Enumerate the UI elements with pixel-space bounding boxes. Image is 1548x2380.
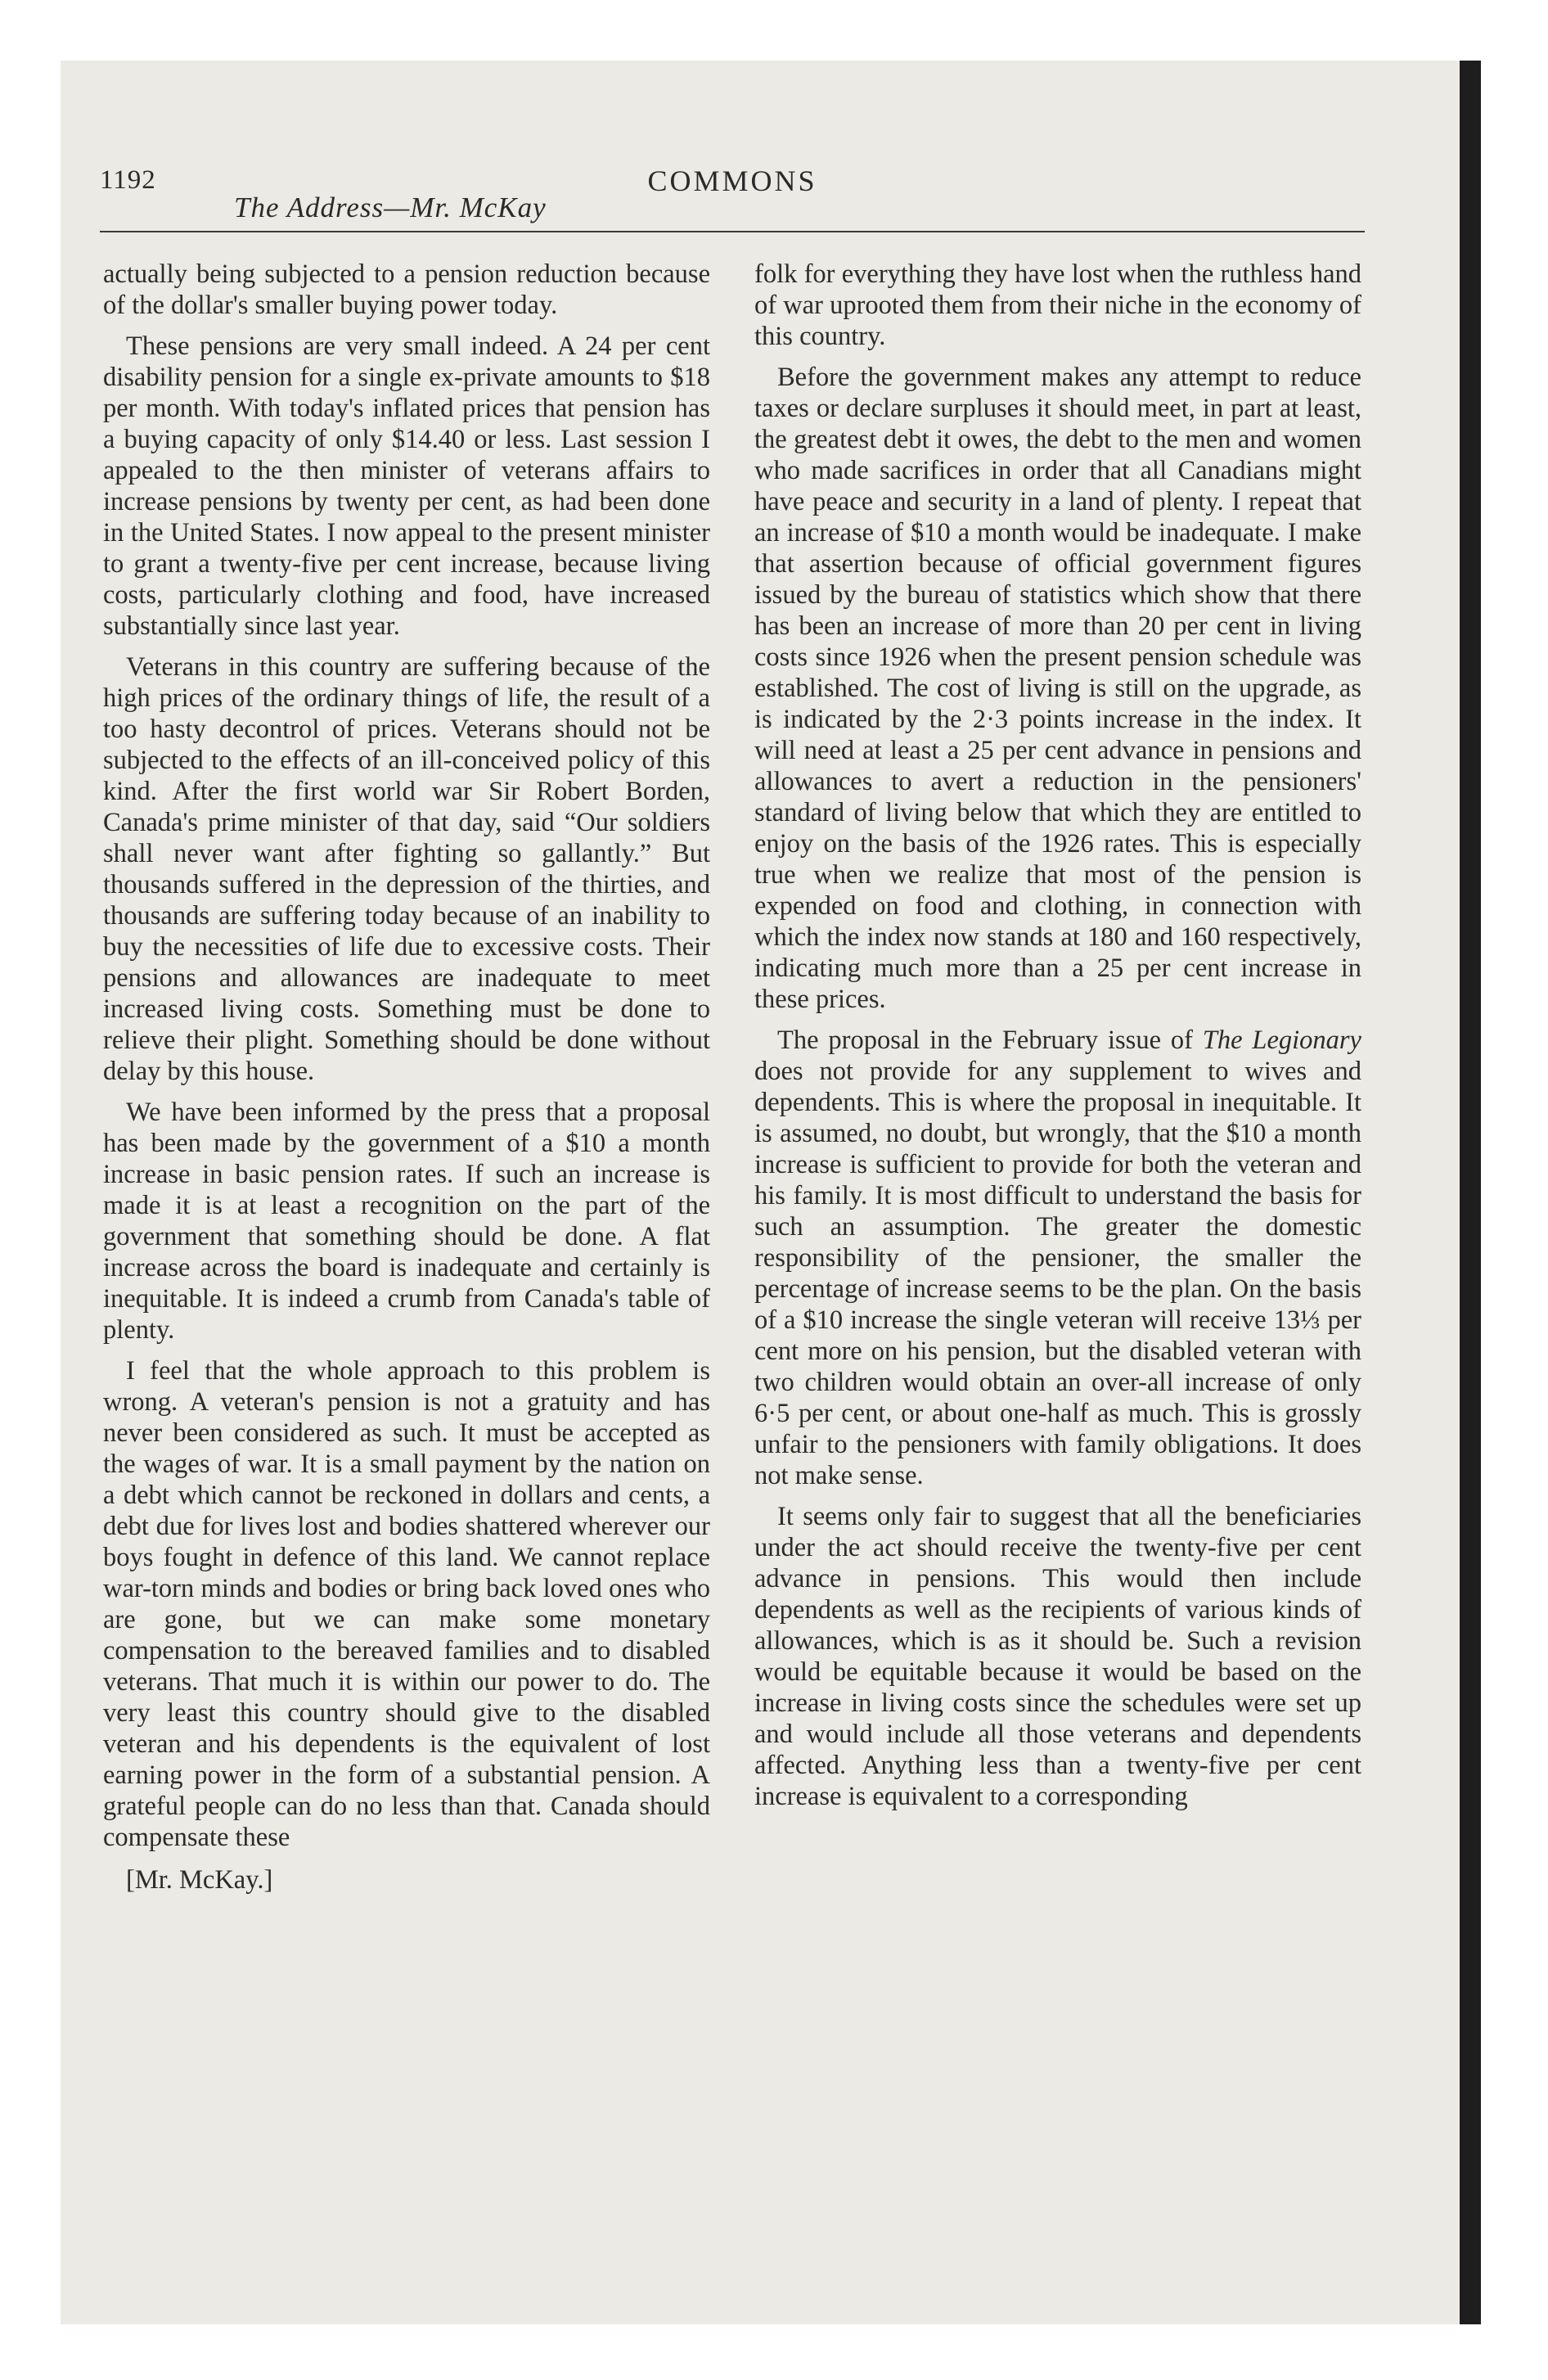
paragraph: I feel that the whole approach to this problem is wrong. A veteran's pension is not a gratuity and has never been considered as such. It must be accepted as the wages of war. It is a small payment by the nation on a debt which cannot be reckoned in dollars and cents, a debt due for lives lost and bodies shattered wherever our boys fought in defence of this land. We cannot replace war-torn minds and bodies or bring back loved ones who are gone, but we can make some monetary compensation to the bereaved families and to disabled veterans. That much it is within our power to do. The very least this country should give to the disabled veteran and his dependents is the equivalent of lost earning power in the form of a substantial pension. A grateful people can do no less than that. Canada should compensate these [103, 1356, 710, 1852]
section-title: COMMONS [647, 165, 817, 197]
header-rule [100, 231, 1365, 232]
paragraph: Before the government makes any attempt to reduce taxes or declare surpluses it should meet, in part at least, the greatest debt it owes, the debt to the men and women who made sacrifices in order that all Canadians might have peace and security in a land of plenty. I repeat that an increase of $10 a month would be inadequate. I make that assertion because of official government figures issued by the bureau of statistics which show that there has been an increase of more than 20 per cent in living costs since 1926 when the present pension schedule was established. The cost of living is still on the upgrade, as is indicated by the 2·3 points increase in the index. It will need at least a 25 per cent advance in pensions and allowances to avert a reduction in the pensioners' standard of living below that which they are entitled to enjoy on the basis of the 1926 rates. This is especially true when we realize that most of the pension is expended on food and clothing, in connection with which the index now stands at 180 and 160 respectively, indicating much more than a 25 per cent increase in these prices. [754, 363, 1361, 1014]
paragraph: Veterans in this country are suffering because of the high prices of the ordinary things of life, the result of a too hasty decontrol of prices. Veterans should not be subjected to the effects of an ill-conceived policy of this kind. After the first world war Sir Robert Borden, Canada's prime minister of that day, said “Our soldiers shall never want after fighting so gallantly.” But thousands suffered in the depression of the thirties, and thousands are suffering today because of an inability to buy the necessities of life due to excessive costs. Their pensions and allowances are inadequate to meet increased living costs. Something must be done to relieve their plight. Something should be done without delay by this house. [103, 652, 710, 1086]
publication-title: The Legionary [1202, 1025, 1361, 1055]
paragraph: actually being subjected to a pension reduction because of the dollar's smaller buying power today. [103, 259, 710, 320]
paragraph-legionary [754, 1025, 1361, 1491]
binding-edge [1460, 61, 1481, 2324]
right-column [754, 259, 1361, 1822]
page-header [100, 156, 1365, 234]
paragraph-rest: does not provide for any supplement to wives and dependents. This is where the proposal in inequitable. It is assumed, no doubt, but wrongly, that the $10 a month increase is sufficient to provide for both the veteran and his family. It is most difficult to understand the basis for such an assumption. The greater the domestic responsibility of the pensioner, the smaller the percentage of increase seems to be the plan. On the basis of a $10 increase the single veteran will receive 13⅓ per cent more on his pension, but the disabled veteran with two children would obtain an over-all increase of only 6·5 per cent, or about one-half as much. This is grossly unfair to the pensioners with family obligations. It does not make sense. [754, 1057, 1361, 1490]
paragraph: folk for everything they have lost when the ruthless hand of war uprooted them from their niche in the economy of this country. [754, 259, 1361, 351]
paragraph: It seems only fair to suggest that all the beneficiaries under the act should receive the twenty-five per cent advance in pensions. This would then include dependents as well as the recipients of various kinds of allowances, which is as it should be. Such a revision would be equitable because it would be based on the increase in living costs since the schedules were set up and would include all those veterans and dependents affected. Anything less than a twenty-five per cent increase is equivalent to a corresponding [754, 1502, 1361, 1811]
paragraph-lead: The proposal in the February issue of [777, 1025, 1203, 1055]
running-head: The Address—Mr. McKay [234, 192, 547, 223]
page-number: 1192 [100, 165, 156, 195]
paragraph: We have been informed by the press that a proposal has been made by the government of a $10 a month increase in basic pension rates. If such an increase is made it is at least a recognition on the part of the government that something should be done. A flat increase across the board is inadequate and certainly is inequitable. It is indeed a crumb from Canada's table of plenty. [103, 1098, 710, 1345]
paragraph: These pensions are very small indeed. A 24 per cent disability pension for a single ex-private amounts to $18 per month. With today's inflated prices that pension has a buying capacity of only $14.40 or less. Last session I appealed to the then minister of veterans affairs to increase pensions by twenty per cent, as had been done in the United States. I now appeal to the present minister to grant a twenty-five per cent increase, because living costs, particularly clothing and food, have increased substantially since last year. [103, 331, 710, 641]
speaker-signoff: [Mr. McKay.] [126, 1865, 273, 1895]
left-column [103, 259, 710, 1905]
